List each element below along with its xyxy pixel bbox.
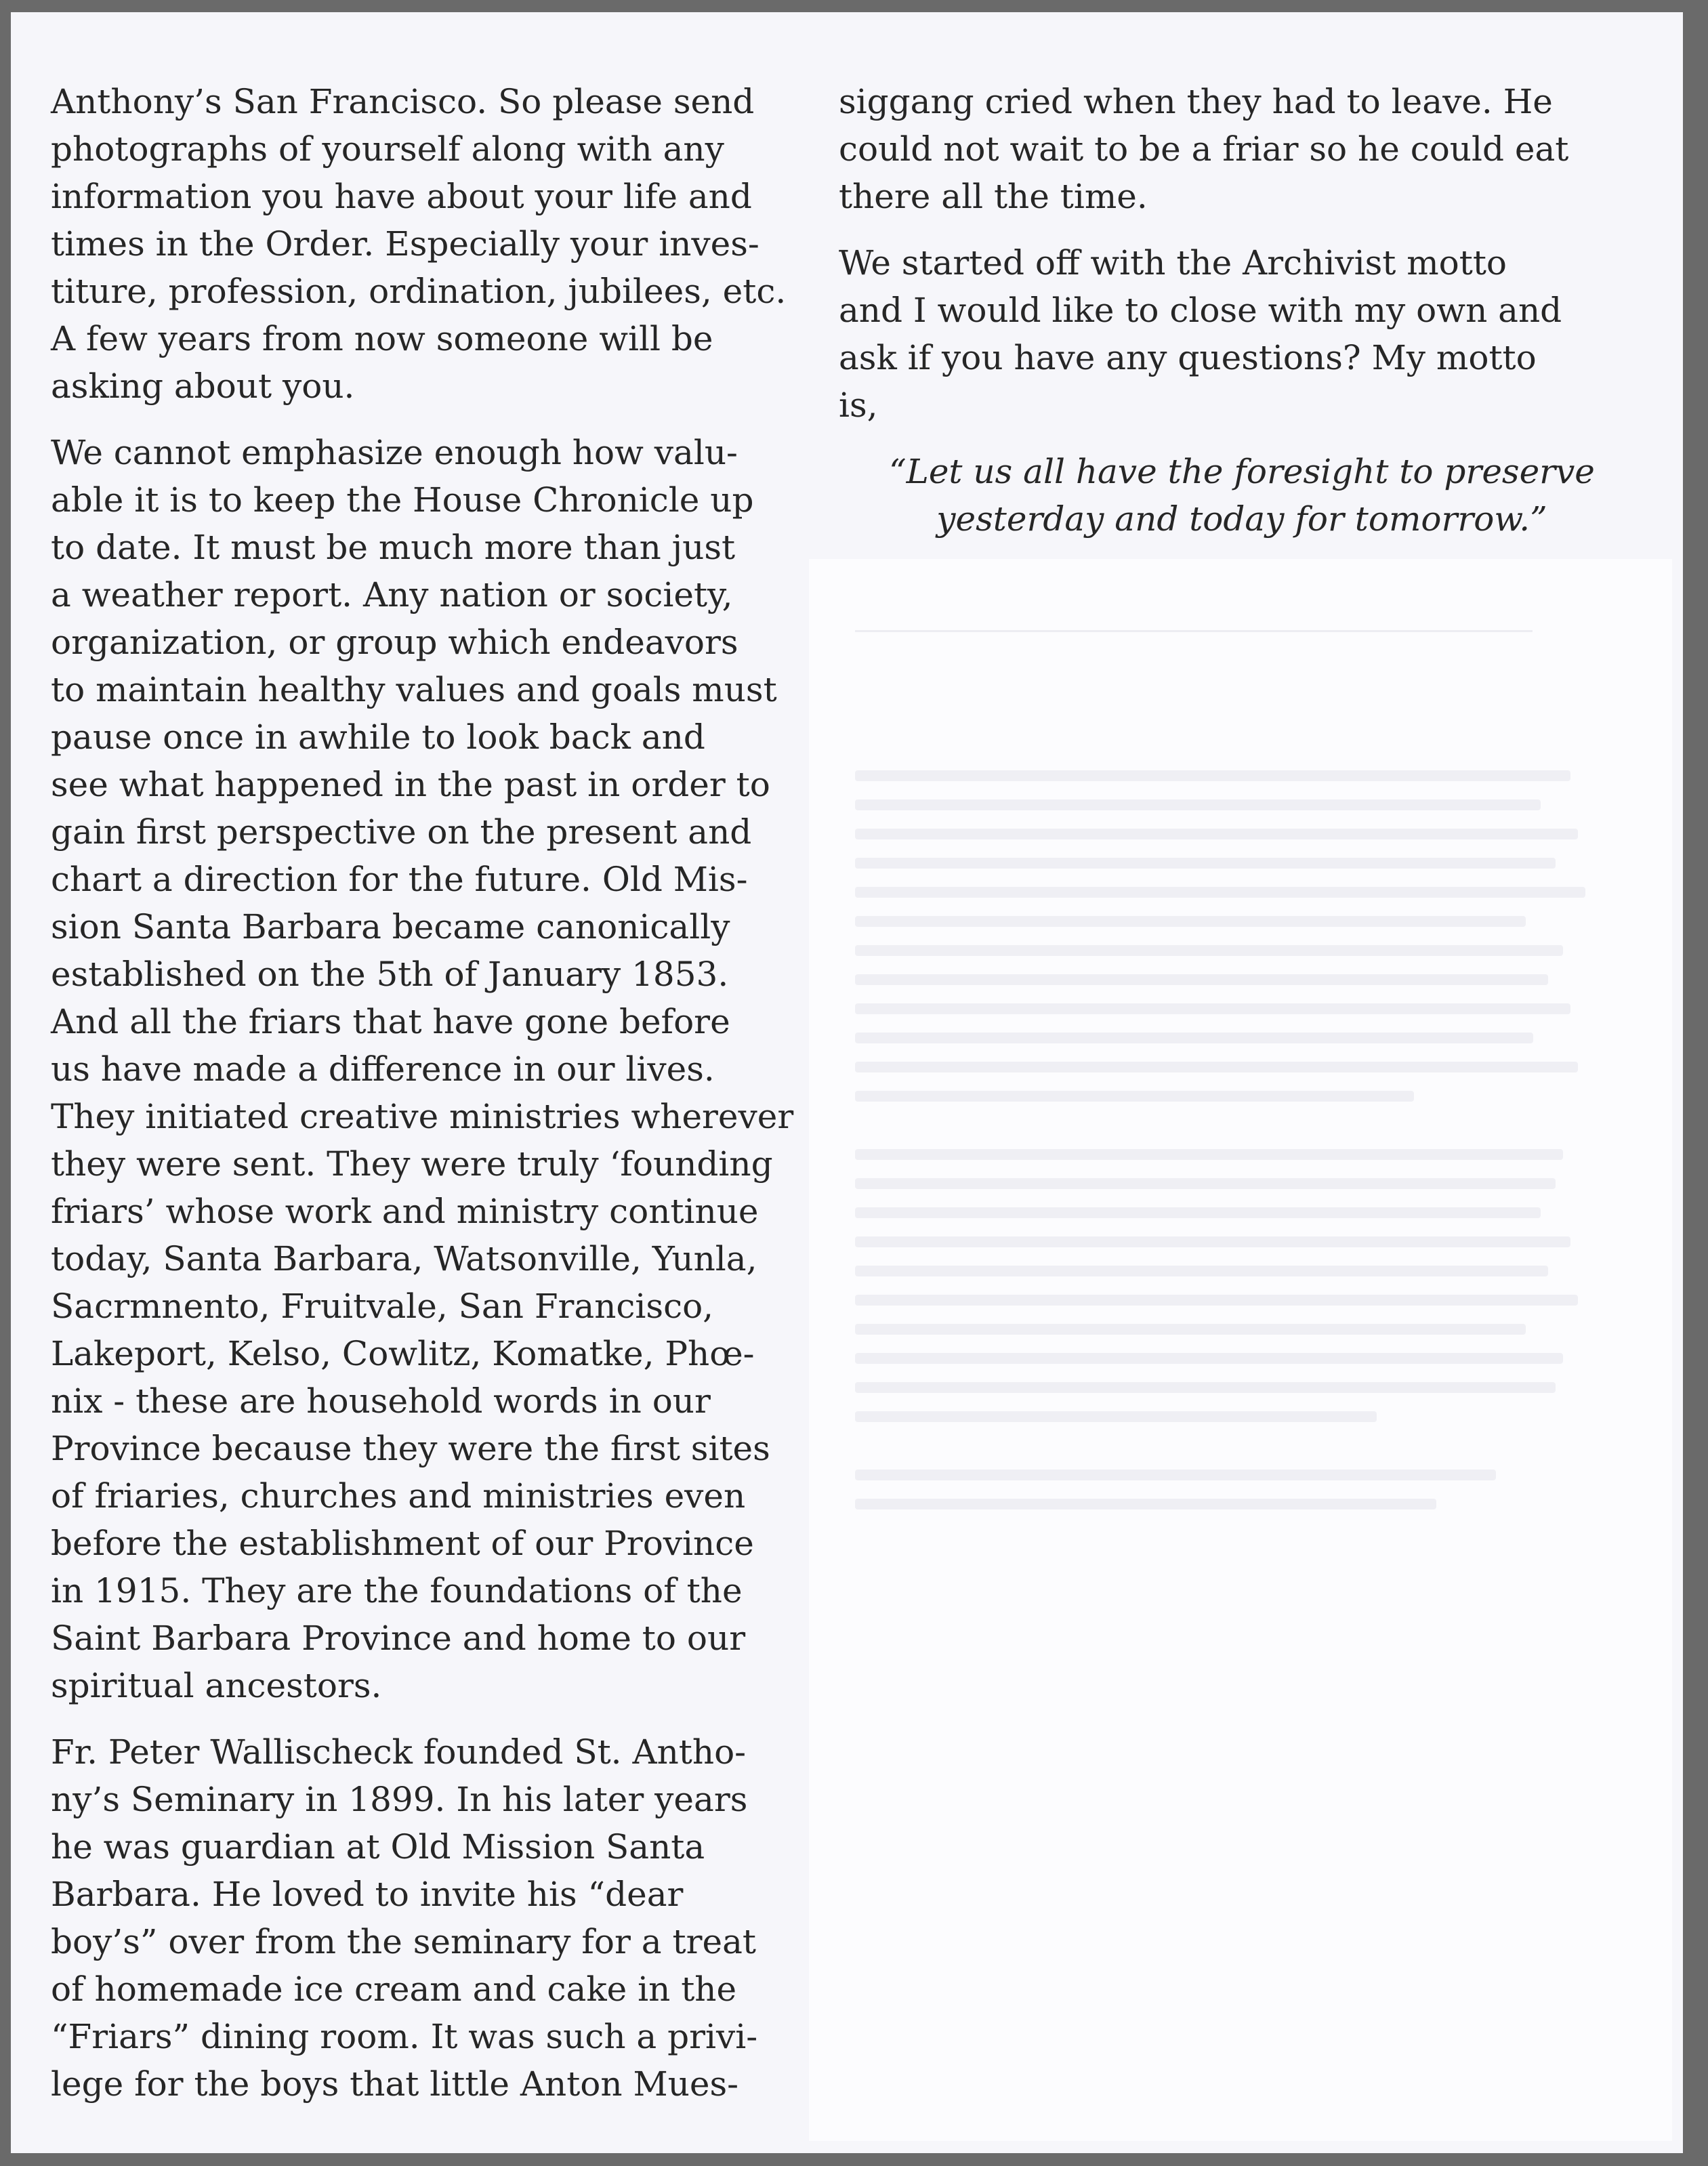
paragraph: siggang cried when they had to leave. He could not wait to be a friar so he could eat there all the time. — [839, 82, 1569, 216]
ghost-line — [855, 1470, 1496, 1480]
ghost-line — [855, 945, 1563, 956]
ghost-line — [855, 829, 1578, 839]
ghost-line — [855, 1207, 1541, 1218]
ghost-rule — [855, 630, 1533, 632]
ghost-line — [855, 1062, 1578, 1072]
ghost-line — [855, 1295, 1578, 1306]
ghost-line — [855, 1382, 1556, 1393]
paragraph: We started off with the Archivist motto and I would like to close with my own and ask if you have any questions? My motto is, — [839, 243, 1562, 425]
ghost-line — [855, 1236, 1570, 1247]
ghost-line — [855, 887, 1585, 898]
ghost-line — [855, 1499, 1436, 1509]
ghost-line — [855, 1091, 1414, 1102]
ghost-line — [855, 1411, 1377, 1422]
ghost-line — [855, 770, 1570, 781]
ghost-line — [855, 1149, 1563, 1160]
ghost-line — [855, 1266, 1548, 1276]
ghost-line — [855, 1353, 1563, 1364]
left-column — [51, 78, 803, 2127]
bleed-through-texture — [855, 630, 1600, 1528]
ghost-heading-shape — [855, 655, 1600, 743]
ghost-line — [855, 1003, 1570, 1014]
ghost-line — [855, 916, 1526, 927]
right-column — [839, 78, 1618, 543]
paragraph: We cannot emphasize enough how valu- able it is to keep the House Chronicle up to date. It must be much more than just a weather report. Any nation or society, organization, or group which endeavors to maintain healthy values and goals must pause once in awhile to look back and see what happened in the past in order to gain first perspective on the present and chart a direction for the future. Old Mis- sion Santa Barbara became canonically established on the 5th of January 1853. And all the friars that have gone before us have made a difference in our lives. They initiated creative ministries wherever they were sent. They were truly ‘founding friars’ whose work and ministry continue today, Santa Barbara, Watsonville, Yunla, Sacrmnento, Fruitvale, San Francisco, Lakeport, Kelso, Cowlitz, Komatke, Phœ- nix - these are household words in our Province because they were the first sites of friaries, churches and ministries even before the establishment of our Province in 1915. They are the foundations of the Saint Barbara Province and home to our spiritual ancestors. — [51, 433, 794, 1705]
ghost-line — [855, 974, 1548, 985]
ghost-line — [855, 1178, 1556, 1189]
motto-quote: “Let us all have the foresight to preserve yesterday and today for tomorrow.” — [889, 452, 1595, 539]
ghost-line — [855, 1033, 1533, 1043]
paragraph: Fr. Peter Wallischeck founded St. Antho- ny’s Seminary in 1899. In his later years he was guardian at Old Mission Santa Barbara. He loved to invite his “dear boy’s” over from the seminary for a treat of homemade ice cream and cake in the “Friars” dining room. It was such a privi- lege for the boys that little Anton Mues- — [51, 1732, 758, 2104]
ghost-line — [855, 799, 1541, 810]
ghost-line — [855, 858, 1556, 869]
ghost-line — [855, 1324, 1526, 1335]
paragraph: Anthony’s San Francisco. So please send photographs of yourself along with any information you have about your life and times in the Order. Especially your inves- titure, profession, ordination, jubilees, etc. A few years from now someone will be asking about you. — [51, 82, 787, 406]
